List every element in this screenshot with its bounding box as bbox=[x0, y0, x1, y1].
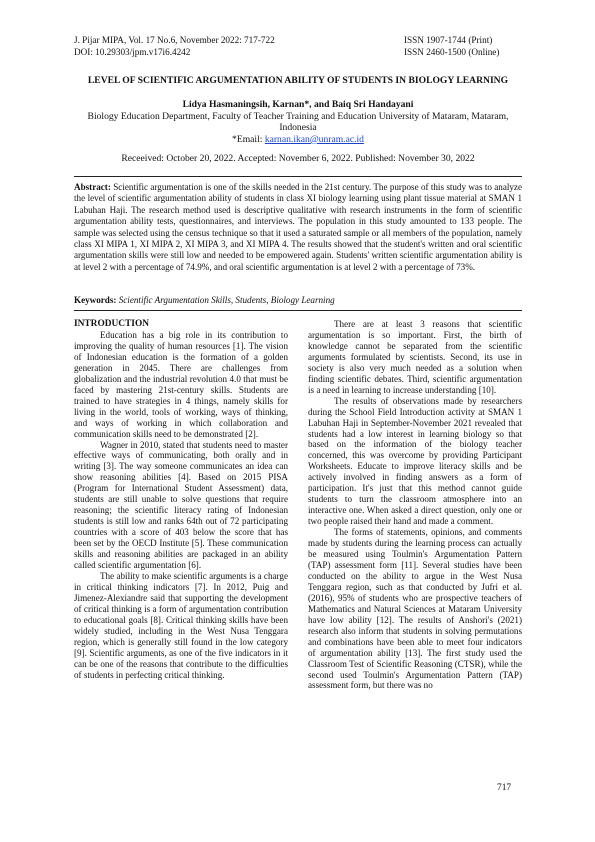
paragraph: The forms of statements, opinions, and comments made by students during the learning process can actually be measured using Toulmin's Argumentation Pattern (TAP) assessment form [11]. Several studies have been conducted on the ability to argue in the West Nusa Tenggara region, such as that conducted by Jufri et al. (2016), 95% of students who are prospective teachers of Mathematics and Natural Sciences at Mataram University have low ability [12]. The results of Anshori's (2021) research also inform that students in solving permutations and combinations have been able to meet four indicators of argumentation ability [13]. The first study used the Classroom Test of Scientific Reasoning (CTSR), while the second used Toulmin's Argumentation Pattern (TAP) assessment form, but there was no bbox=[308, 527, 522, 691]
author-block bbox=[74, 99, 522, 145]
bottom-divider bbox=[74, 310, 522, 311]
paragraph: Wagner in 2010, stated that students need to master effective ways of communicating, both orally and in writing [3]. The way someone communicates an idea can show reasoning abilities [4]. Based on 2015 PISA (Program for International Student Assessment) data, students are still unable to solve questions that require reasoning; the scientific literacy rating of Indonesian students is still low and ranks 64th out of 72 participating countries with a score of 403 below the score that has been set by the OECD Institute [5]. These communication skills and reasoning abilities are packaged in an ability called scientific argumentation [6]. bbox=[74, 439, 288, 571]
email-prefix: *Email: bbox=[232, 133, 265, 145]
email-link[interactable]: karnan.ikan@unram.ac.id bbox=[264, 133, 364, 145]
publication-dates: Receeived: October 20, 2022. Accepted: November 6, 2022. Published: November 30, 2022 bbox=[121, 153, 475, 164]
page-number: 717 bbox=[497, 783, 512, 793]
right-column bbox=[308, 319, 522, 691]
doi: DOI: 10.29303/jpm.v17i6.4242 bbox=[74, 46, 191, 57]
abstract bbox=[74, 182, 522, 273]
keywords bbox=[74, 295, 522, 305]
journal-citation: J. Pijar MIPA, Vol. 17 No.6, November 2022: 717-722 bbox=[74, 35, 275, 45]
running-header bbox=[74, 35, 522, 58]
keywords-label: Keywords: bbox=[74, 295, 117, 305]
paragraph: There are at least 3 reasons that scientific argumentation is so important. First, the birth of knowledge cannot be separated from the scientific arguments formulated by scientists. Second, its use in society is also very much needed as a solution when finding scientific debates. Third, scientific argumentation is a need in learning to increase understanding [10]. bbox=[308, 319, 522, 395]
paragraph: The ability to make scientific arguments is a charge in critical thinking indicators [7]. In 2012, Puig and Jimenez-Alexiandre said that supporting the development of critical thinking is a form of argumentation contribution to educational goals [8]. Critical thinking skills have been widely studied, including in the West Nusa Tenggara region, which is generally still found in the low category [9]. Scientific arguments, as one of the five indicators in it can be one of the reasons that contribute to the difficulties of students in perfecting critical thinking. bbox=[74, 570, 288, 680]
left-column bbox=[74, 319, 288, 681]
abstract-label: Abstract: bbox=[74, 182, 111, 192]
email-line bbox=[74, 134, 522, 146]
affiliation: Biology Education Department, Faculty of Teacher Training and Education University of Mataram, Mataram, bbox=[87, 110, 509, 122]
affiliation-country: Indonesia bbox=[279, 122, 317, 134]
paragraph: Education has a big role in its contribution to improving the quality of human resources [1]. The vision of Indonesian education is the formation of a golden generation in 2045. There are challenges from globalization and the industrial revolution 4.0 that must be faced by mastering 21st-century skills. Students are trained to have strategies in 4 things, namely skills for living in the world, tools of working, ways of thinking, and ways of working in which collaboration and communication skills need to be demonstrated [2]. bbox=[74, 330, 288, 439]
abstract-text: Scientific argumentation is one of the skills needed in the 21st century. The purpose of this study was to analyze the level of scientific argumentation ability of students in class XI biology learning using plant tissue material at SMAN 1 Labuhan Haji. The research method used is descriptive qualitative with research instruments in the form of scientific argumentation ability tests, questionnaires, and interviews. The population in this study amounted to 133 people. The sample was selected using the census technique so that it used a saturated sample or all members of the population, namely class XI MIPA 1, XI MIPA 2, XI MIPA 3, and XI MIPA 4. The results showed that the student's written and oral scientific argumentation skills were still low and needed to be empowered again. Students' written scientific argumentation ability is at level 2 with a percentage of 74.9%, and oral scientific argumentation is at level 2 with a percentage of 73%. bbox=[74, 182, 522, 272]
keywords-text: Scientific Argumentation Skills, Students, Biology Learning bbox=[118, 295, 335, 305]
paper-title: LEVEL OF SCIENTIFIC ARGUMENTATION ABILITY OF STUDENTS IN BIOLOGY LEARNING bbox=[87, 75, 509, 86]
section-heading-introduction: INTRODUCTION bbox=[74, 319, 150, 329]
author-names: Lidya Hasmaningsih, Karnan*, and Baiq Sri Handayani bbox=[182, 99, 414, 110]
paragraph: The results of observations made by researchers during the School Field Introduction activity at SMAN 1 Labuhan Haji in September-November 2021 revealed that students had a low interest in learning biology so that based on the information of the biology teacher concerned, this was overcome by providing Participant Worksheets. Educate to improve literacy skills and be actively involved in finding answers as a form of participation. It's just that this method cannot guide students to turn the classroom atmosphere into an interactive one. When asked a direct question, only one or two people raised their hand and made a comment. bbox=[308, 395, 522, 527]
issn-online: ISSN 2460-1500 (Online) bbox=[404, 46, 500, 57]
issn-print: ISSN 1907-1744 (Print) bbox=[404, 35, 493, 45]
top-divider bbox=[74, 176, 522, 177]
